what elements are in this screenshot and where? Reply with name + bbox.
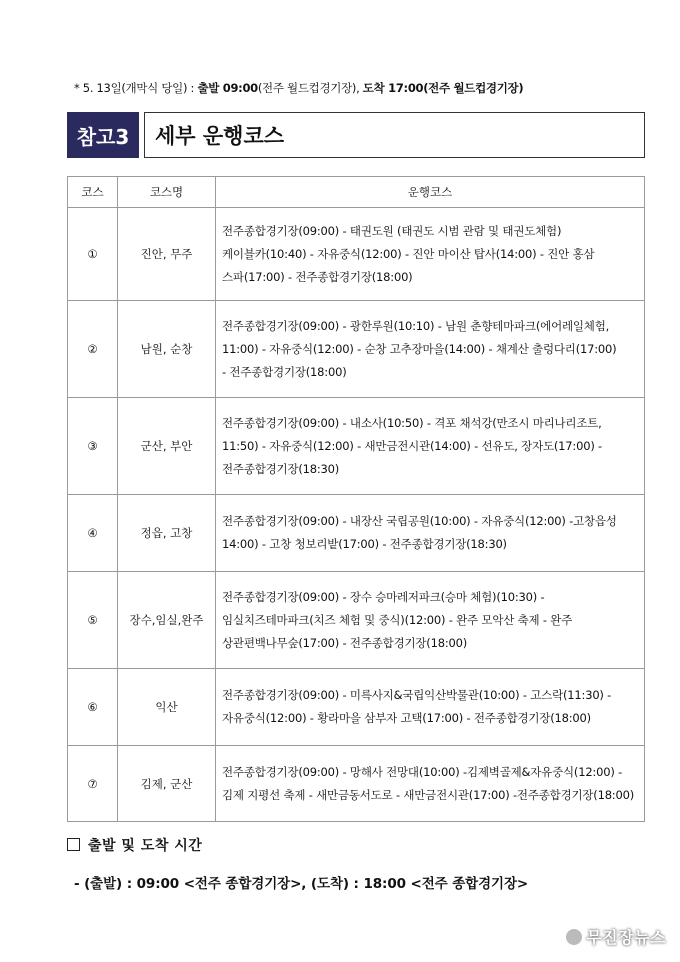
note-departure: 출발 09:00 bbox=[197, 81, 258, 95]
route-line: - 전주종합경기장(18:00) bbox=[222, 364, 347, 379]
route-line: 11:00) - 자유중식(12:00) - 순창 고추장마을(14:00) - 채계산 출렁다리(17:00) bbox=[222, 341, 617, 356]
table-row bbox=[68, 495, 645, 572]
course-number: ④ bbox=[68, 495, 118, 572]
course-name: 진안, 무주 bbox=[118, 208, 216, 301]
route-line: 전주종합경기장(09:00) - 망해사 전망대(10:00) -김제벽골제&자유중식(12:00) - bbox=[222, 764, 623, 779]
course-name: 김제, 군산 bbox=[118, 746, 216, 822]
route-line: 스파(17:00) - 전주종합경기장(18:00) bbox=[222, 269, 413, 284]
route-line: 11:50) - 자유중식(12:00) - 새만금전시관(14:00) - 선유도, 장자도(17:00) - bbox=[222, 438, 603, 453]
route-line: 케이블카(10:40) - 자유중식(12:00) - 진안 마이산 탑사(14:00) - 진안 홍삼 bbox=[222, 246, 595, 261]
course-number: ① bbox=[68, 208, 118, 301]
route-line: 자유중식(12:00) - 황라마을 삼부자 고택(17:00) - 전주종합경기장(18:00) bbox=[222, 711, 591, 725]
section-title: 출발 및 도착 시간 bbox=[88, 838, 203, 854]
watermark-text: 무진장뉴스 bbox=[586, 928, 666, 947]
departure-arrival-section bbox=[67, 835, 202, 855]
course-route bbox=[216, 398, 645, 495]
route-line: 전주종합경기장(09:00) - 미륵사지&국립익산박물관(10:00) - 고스락(11:30) - bbox=[222, 688, 612, 702]
page-title: 세부 운행코스 bbox=[144, 112, 645, 158]
course-table bbox=[67, 176, 645, 822]
course-name: 정읍, 고창 bbox=[118, 495, 216, 572]
course-route bbox=[216, 301, 645, 398]
course-name: 남원, 순창 bbox=[118, 301, 216, 398]
route-line: 상관편백나무숲(17:00) - 전주종합경기장(18:00) bbox=[222, 635, 468, 650]
course-number: ⑥ bbox=[68, 669, 118, 746]
course-route bbox=[216, 746, 645, 822]
checkbox-square-icon bbox=[67, 838, 80, 851]
departure-arrival-times: - (출발) : 09:00 <전주 종합경기장>, (도착) : 18:00 <전주 종합경기장> bbox=[74, 876, 529, 892]
route-line: 전주종합경기장(09:00) - 내소사(10:50) - 격포 채석강(만조시 마리나리조트, bbox=[222, 415, 602, 430]
course-route bbox=[216, 208, 645, 301]
route-line: 전주종합경기장(09:00) - 내장산 국립공원(10:00) - 자유중식(12:00) -고창읍성 bbox=[222, 514, 617, 528]
route-line: 임실치즈테마파크(치즈 체험 및 중식)(12:00) - 완주 모악산 축제 - 완주 bbox=[222, 612, 573, 627]
table-row bbox=[68, 301, 645, 398]
route-line: 전주종합경기장(09:00) - 장수 승마레저파크(승마 체험)(10:30) - bbox=[222, 589, 545, 604]
course-number: ② bbox=[68, 301, 118, 398]
route-line: 전주종합경기장(09:00) - 광한루원(10:10) - 남원 춘향테마파크(에어레일체험, bbox=[222, 318, 610, 333]
table-row bbox=[68, 398, 645, 495]
route-line: 김제 지평선 축제 - 새만금동서도로 - 새만금전시관(17:00) -전주종합경기장(18:00) bbox=[222, 787, 635, 802]
course-number: ⑦ bbox=[68, 746, 118, 822]
route-line: 14:00) - 고창 청보리밭(17:00) - 전주종합경기장(18:30) bbox=[222, 537, 507, 551]
header-course: 코스 bbox=[68, 177, 118, 208]
course-route bbox=[216, 669, 645, 746]
opening-day-note bbox=[74, 80, 523, 96]
note-departure-place: (전주 월드컵경기장), bbox=[257, 81, 363, 95]
course-route bbox=[216, 572, 645, 669]
watermark-logo-icon bbox=[566, 929, 582, 945]
course-name: 장수,임실,완주 bbox=[118, 572, 216, 669]
table-row bbox=[68, 208, 645, 301]
table-header-row bbox=[68, 177, 645, 208]
reference-tag: 참고3 bbox=[67, 112, 139, 158]
table-row bbox=[68, 669, 645, 746]
section-heading bbox=[67, 112, 645, 158]
header-route: 운행코스 bbox=[216, 177, 645, 208]
course-number: ③ bbox=[68, 398, 118, 495]
course-route bbox=[216, 495, 645, 572]
table-row bbox=[68, 572, 645, 669]
route-line: 전주종합경기장(18:30) bbox=[222, 461, 340, 476]
table-row bbox=[68, 746, 645, 822]
note-prefix: * 5. 13일(개막식 당일) : bbox=[74, 81, 198, 95]
course-name: 군산, 부안 bbox=[118, 398, 216, 495]
header-course-name: 코스명 bbox=[118, 177, 216, 208]
note-arrival: 도착 17:00(전주 월드컵경기장) bbox=[362, 81, 524, 95]
course-name: 익산 bbox=[118, 669, 216, 746]
course-number: ⑤ bbox=[68, 572, 118, 669]
route-line: 전주종합경기장(09:00) - 태권도원 (태권도 시범 관람 및 태권도체험) bbox=[222, 223, 562, 238]
watermark bbox=[566, 925, 666, 948]
